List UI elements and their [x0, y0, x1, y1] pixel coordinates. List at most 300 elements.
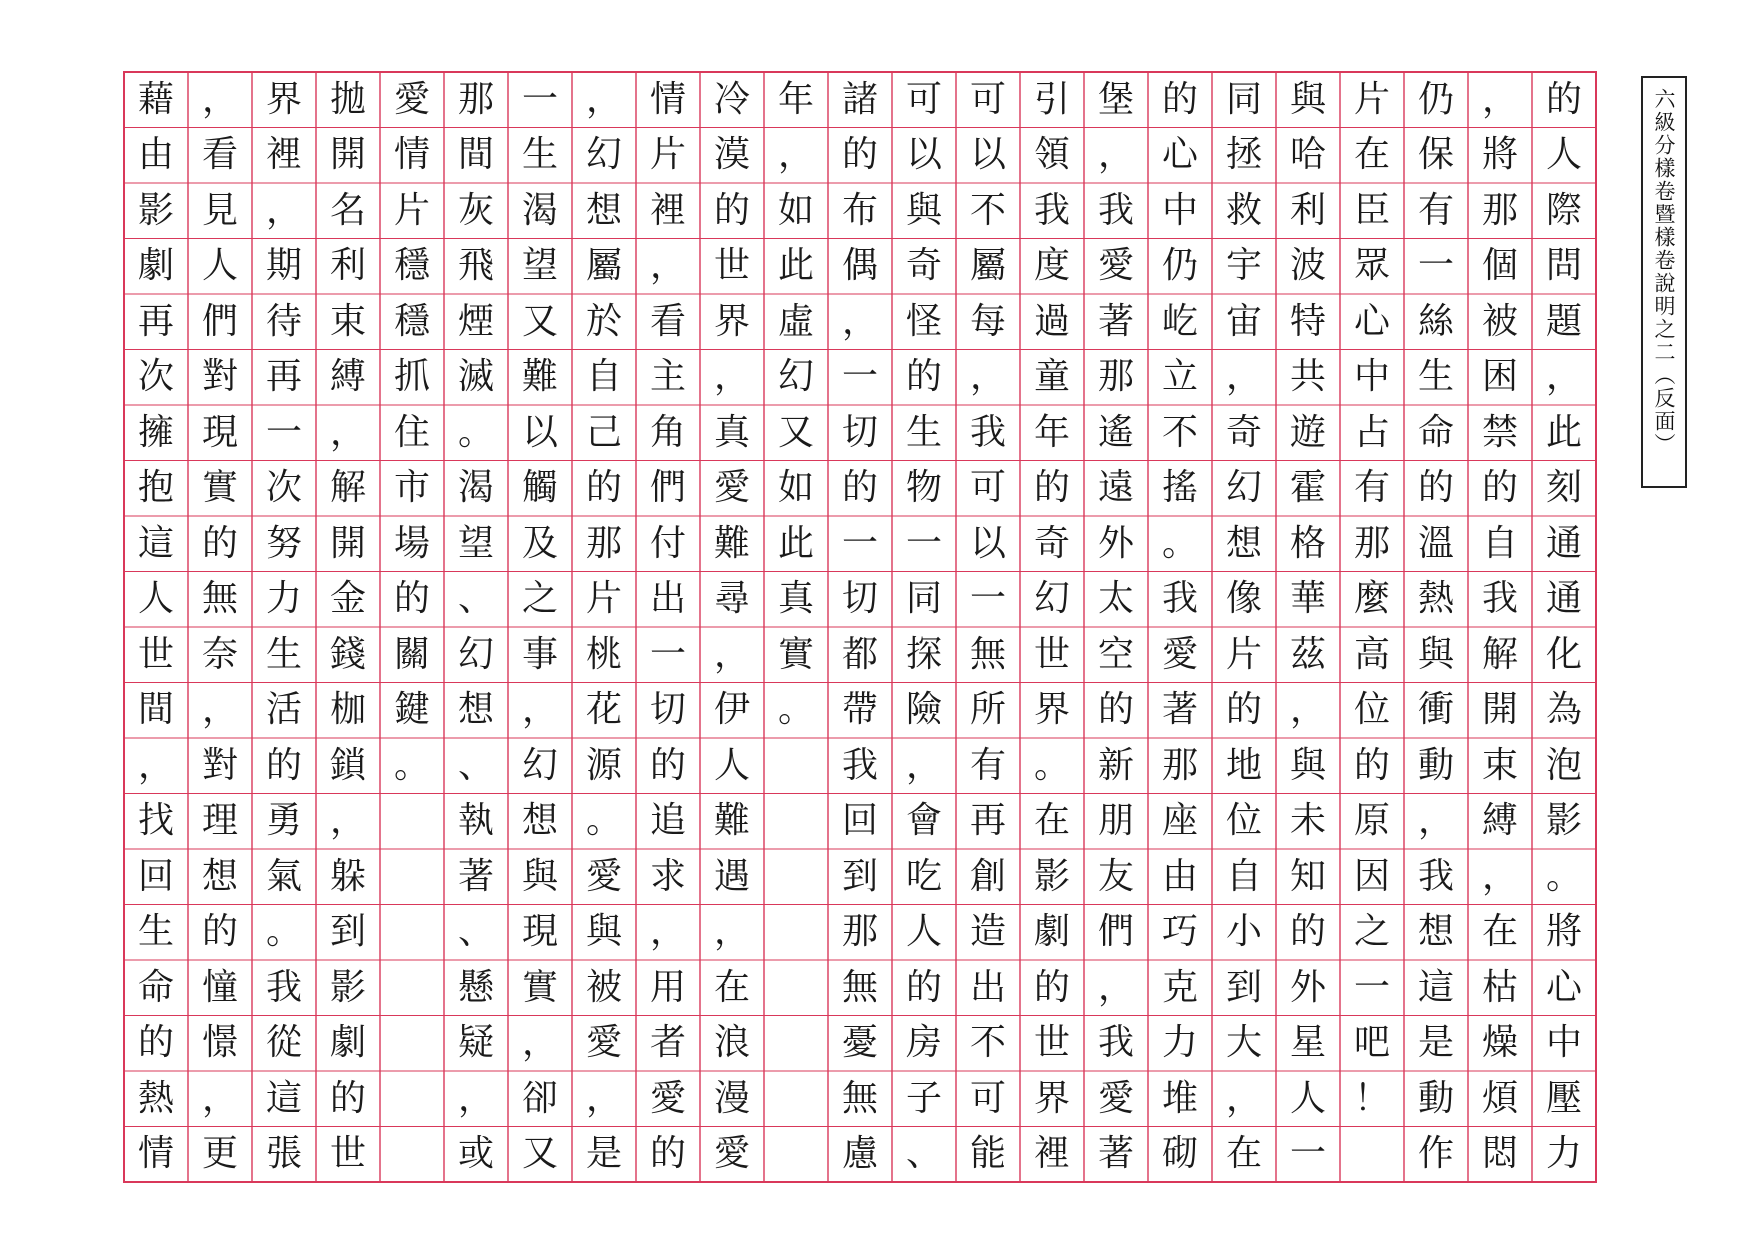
- essay-char: 房: [905, 1022, 942, 1064]
- essay-char: 者: [649, 1022, 686, 1064]
- essay-char: 付: [649, 522, 686, 564]
- essay-char: 那: [585, 522, 622, 564]
- essay-char: 所: [969, 689, 1006, 731]
- essay-char: 再: [969, 800, 1006, 842]
- essay-char: 事: [521, 633, 558, 675]
- essay-char: 這: [137, 522, 174, 564]
- essay-char: 茲: [1289, 633, 1326, 675]
- essay-char: 再: [137, 300, 174, 342]
- essay-char: 及: [521, 522, 558, 564]
- essay-char: 影: [1033, 855, 1070, 897]
- essay-char: 一: [905, 522, 942, 564]
- essay-char: 座: [1161, 800, 1198, 842]
- essay-char: 的: [1097, 689, 1134, 731]
- essay-char: 的: [713, 189, 750, 231]
- essay-char: 憂: [841, 1022, 878, 1064]
- essay-char: 無: [841, 1077, 878, 1119]
- essay-char: 對: [201, 744, 238, 786]
- essay-char: 這: [265, 1077, 302, 1119]
- essay-char: 渴: [521, 189, 558, 231]
- essay-char: 抓: [393, 356, 430, 398]
- essay-char: 華: [1289, 578, 1326, 620]
- essay-char: 與: [1289, 744, 1326, 786]
- essay-char: 的: [649, 744, 686, 786]
- essay-char: 將: [1481, 134, 1518, 176]
- essay-char: 能: [969, 1133, 1006, 1175]
- essay-char: 愛: [1097, 245, 1134, 287]
- essay-char: 溫: [1417, 522, 1454, 564]
- essay-char: 抱: [137, 467, 174, 509]
- essay-char: 是: [585, 1133, 622, 1175]
- essay-char: 。: [585, 800, 622, 842]
- essay-char: 與: [905, 189, 942, 231]
- essay-char: ，: [201, 689, 238, 731]
- essay-char: 被: [1481, 300, 1518, 342]
- essay-char: 遇: [713, 855, 750, 897]
- essay-char: 無: [201, 578, 238, 620]
- essay-char: 於: [585, 300, 622, 342]
- essay-char: ，: [1481, 78, 1518, 120]
- essay-char: 悶: [1481, 1133, 1518, 1175]
- essay-char: 命: [1417, 411, 1454, 453]
- essay-char: 都: [841, 633, 878, 675]
- essay-char: 麼: [1353, 578, 1390, 620]
- essay-char: 像: [1225, 578, 1262, 620]
- essay-char: 愛: [585, 1022, 622, 1064]
- essay-char: 幻: [1225, 467, 1262, 509]
- essay-char: 幻: [457, 633, 494, 675]
- essay-char: 疑: [457, 1022, 494, 1064]
- essay-char: 一: [521, 78, 558, 120]
- essay-char: 生: [265, 633, 302, 675]
- essay-char: 際: [1545, 189, 1582, 231]
- essay-char: 會: [905, 800, 942, 842]
- essay-char: 動: [1417, 744, 1454, 786]
- essay-char: 那: [1097, 356, 1134, 398]
- essay-char: ，: [1097, 966, 1134, 1008]
- essay-char: 有: [1353, 467, 1390, 509]
- essay-char: 外: [1097, 522, 1134, 564]
- essay-char: 此: [777, 522, 814, 564]
- essay-char: 遙: [1097, 411, 1134, 453]
- essay-char: 可: [905, 78, 942, 120]
- essay-char: 束: [329, 300, 366, 342]
- essay-char: 場: [393, 522, 430, 564]
- essay-char: 以: [905, 134, 942, 176]
- essay-char: 或: [457, 1133, 494, 1175]
- essay-char: 朋: [1097, 800, 1134, 842]
- essay-char: 難: [521, 356, 558, 398]
- essay-char: 帶: [841, 689, 878, 731]
- essay-char: 無: [969, 633, 1006, 675]
- essay-char: 從: [265, 1022, 302, 1064]
- essay-char: 煙: [457, 300, 494, 342]
- essay-char: 可: [969, 78, 1006, 120]
- essay-char: 奇: [905, 245, 942, 287]
- essay-char: 渴: [457, 467, 494, 509]
- essay-char: ，: [585, 78, 622, 120]
- essay-char: 縛: [329, 356, 366, 398]
- essay-char: 愛: [585, 855, 622, 897]
- essay-char: 幻: [521, 744, 558, 786]
- essay-char: 高: [1353, 633, 1390, 675]
- essay-char: ，: [137, 744, 174, 786]
- essay-char: 大: [1225, 1022, 1262, 1064]
- essay-char: 住: [393, 411, 430, 453]
- essay-char: 空: [1097, 633, 1134, 675]
- essay-char: ，: [969, 356, 1006, 398]
- essay-char: 力: [1161, 1022, 1198, 1064]
- essay-char: 們: [201, 300, 238, 342]
- essay-char: 那: [457, 78, 494, 120]
- essay-char: 活: [265, 689, 302, 731]
- essay-char: 努: [265, 522, 302, 564]
- essay-char: 知: [1289, 855, 1326, 897]
- essay-char: 人: [905, 911, 942, 953]
- essay-char: 之: [1353, 911, 1390, 953]
- essay-char: 界: [713, 300, 750, 342]
- essay-char: 在: [713, 966, 750, 1008]
- essay-char: 砌: [1161, 1133, 1198, 1175]
- essay-char: 片: [1225, 633, 1262, 675]
- essay-char: 困: [1481, 356, 1518, 398]
- essay-char: ，: [201, 78, 238, 120]
- essay-char: 世: [1033, 633, 1070, 675]
- essay-char: 追: [649, 800, 686, 842]
- header-label-box: [1641, 76, 1687, 488]
- essay-char: 枯: [1481, 966, 1518, 1008]
- essay-char: 界: [265, 78, 302, 120]
- essay-char: 。: [1033, 744, 1070, 786]
- essay-char: 憧: [201, 966, 238, 1008]
- essay-char: 一: [1417, 245, 1454, 287]
- essay-char: 桃: [585, 633, 622, 675]
- essay-char: 一: [265, 411, 302, 453]
- essay-char: 我: [1033, 189, 1070, 231]
- essay-char: ，: [649, 911, 686, 953]
- essay-char: 同: [905, 578, 942, 620]
- essay-char: 望: [521, 245, 558, 287]
- essay-char: ，: [329, 800, 366, 842]
- essay-char: 們: [1097, 911, 1134, 953]
- essay-char: 中: [1161, 189, 1198, 231]
- essay-char: 。: [1161, 522, 1198, 564]
- essay-char: 新: [1097, 744, 1134, 786]
- essay-char: 執: [457, 800, 494, 842]
- essay-char: 奈: [201, 633, 238, 675]
- essay-char: ，: [713, 356, 750, 398]
- essay-char: 次: [137, 356, 174, 398]
- essay-char: 解: [329, 467, 366, 509]
- essay-char: 實: [521, 966, 558, 1008]
- essay-char: 由: [1161, 855, 1198, 897]
- essay-char: 想: [585, 189, 622, 231]
- essay-char: 吃: [905, 855, 942, 897]
- essay-char: 創: [969, 855, 1006, 897]
- essay-char: 生: [1417, 356, 1454, 398]
- essay-char: 未: [1289, 800, 1326, 842]
- essay-char: 勇: [265, 800, 302, 842]
- essay-char: 愛: [1097, 1077, 1134, 1119]
- essay-char: 張: [265, 1133, 302, 1175]
- essay-char: ，: [1097, 134, 1134, 176]
- essay-char: 通: [1545, 522, 1582, 564]
- essay-char: 立: [1161, 356, 1198, 398]
- essay-char: 、: [457, 744, 494, 786]
- essay-char: ！: [1353, 1077, 1390, 1119]
- essay-char: 縛: [1481, 800, 1518, 842]
- essay-char: 同: [1225, 78, 1262, 120]
- essay-char: 著: [1097, 1133, 1134, 1175]
- essay-char: 著: [1161, 689, 1198, 731]
- essay-char: 擁: [137, 411, 174, 453]
- essay-char: 是: [1417, 1022, 1454, 1064]
- essay-char: 束: [1481, 744, 1518, 786]
- essay-char: 間: [137, 689, 174, 731]
- essay-char: 在: [1033, 800, 1070, 842]
- essay-char: 探: [905, 633, 942, 675]
- essay-char: 可: [969, 467, 1006, 509]
- essay-char: 到: [329, 911, 366, 953]
- essay-char: 引: [1033, 78, 1070, 120]
- essay-char: 生: [521, 134, 558, 176]
- essay-char: 屹: [1161, 300, 1198, 342]
- essay-char: 化: [1545, 633, 1582, 675]
- essay-char: ，: [521, 689, 558, 731]
- essay-char: 的: [1353, 744, 1390, 786]
- essay-char: 有: [969, 744, 1006, 786]
- essay-char: 力: [265, 578, 302, 620]
- essay-char: 的: [841, 467, 878, 509]
- essay-char: 此: [1545, 411, 1582, 453]
- essay-char: 情: [649, 78, 686, 120]
- essay-char: 人: [137, 578, 174, 620]
- essay-char: 角: [649, 411, 686, 453]
- essay-char: 人: [201, 245, 238, 287]
- essay-char: 裡: [649, 189, 686, 231]
- essay-char: 熱: [1417, 578, 1454, 620]
- essay-char: 市: [393, 467, 430, 509]
- essay-char: 的: [137, 1022, 174, 1064]
- essay-char: 的: [1545, 78, 1582, 120]
- essay-char: 拋: [329, 78, 366, 120]
- essay-char: 憬: [201, 1022, 238, 1064]
- essay-char: 們: [649, 467, 686, 509]
- essay-char: 開: [1481, 689, 1518, 731]
- essay-char: 出: [649, 578, 686, 620]
- essay-char: 作: [1417, 1133, 1454, 1175]
- essay-char: 一: [841, 522, 878, 564]
- essay-char: 一: [1353, 966, 1390, 1008]
- essay-char: 燥: [1481, 1022, 1518, 1064]
- essay-char: 看: [201, 134, 238, 176]
- essay-char: 、: [457, 911, 494, 953]
- essay-char: 世: [137, 633, 174, 675]
- essay-char: ，: [457, 1077, 494, 1119]
- essay-char: 慮: [841, 1133, 878, 1175]
- essay-char: 年: [1033, 411, 1070, 453]
- essay-char: 片: [585, 578, 622, 620]
- essay-char: 真: [777, 578, 814, 620]
- essay-char: ，: [521, 1022, 558, 1064]
- essay-char: 宇: [1225, 245, 1262, 287]
- essay-char: 世: [1033, 1022, 1070, 1064]
- essay-char: 實: [201, 467, 238, 509]
- essay-char: 、: [905, 1133, 942, 1175]
- essay-char: 又: [521, 300, 558, 342]
- essay-char: 錢: [329, 633, 366, 675]
- essay-char: 共: [1289, 356, 1326, 398]
- essay-char: 到: [1225, 966, 1262, 1008]
- essay-char: 間: [457, 134, 494, 176]
- essay-char: 的: [1417, 467, 1454, 509]
- essay-char: 的: [1289, 911, 1326, 953]
- essay-char: 花: [585, 689, 622, 731]
- essay-char: 觸: [521, 467, 558, 509]
- essay-char: 臣: [1353, 189, 1390, 231]
- essay-char: 人: [1289, 1077, 1326, 1119]
- essay-char: 奇: [1033, 522, 1070, 564]
- essay-char: 的: [841, 134, 878, 176]
- essay-char: 仍: [1417, 78, 1454, 120]
- essay-char: 想: [1417, 911, 1454, 953]
- essay-char: 藉: [137, 78, 174, 120]
- essay-char: 中: [1545, 1022, 1582, 1064]
- essay-char: 切: [841, 411, 878, 453]
- essay-char: 鍵: [393, 689, 430, 731]
- essay-char: 尋: [713, 578, 750, 620]
- essay-char: 實: [777, 633, 814, 675]
- essay-char: 霍: [1289, 467, 1326, 509]
- essay-char: 遊: [1289, 411, 1326, 453]
- essay-char: 片: [1353, 78, 1390, 120]
- essay-char: 遠: [1097, 467, 1134, 509]
- essay-char: 的: [1033, 966, 1070, 1008]
- essay-char: 之: [521, 578, 558, 620]
- essay-char: 一: [969, 578, 1006, 620]
- essay-char: 哈: [1289, 134, 1326, 176]
- essay-char: ，: [1225, 1077, 1262, 1119]
- essay-char: 偶: [841, 245, 878, 287]
- essay-char: 與: [585, 911, 622, 953]
- essay-char: 年: [777, 78, 814, 120]
- essay-char: 泡: [1545, 744, 1582, 786]
- essay-char: 幻: [585, 134, 622, 176]
- essay-char: 在: [1481, 911, 1518, 953]
- essay-char: ，: [585, 1077, 622, 1119]
- essay-char: ，: [201, 1077, 238, 1119]
- essay-char: 的: [201, 522, 238, 564]
- essay-char: 屬: [585, 245, 622, 287]
- essay-char: 又: [777, 411, 814, 453]
- essay-char: 的: [585, 467, 622, 509]
- essay-char: 那: [1481, 189, 1518, 231]
- essay-char: 的: [393, 578, 430, 620]
- essay-char: 人: [1545, 134, 1582, 176]
- essay-char: 煩: [1481, 1077, 1518, 1119]
- essay-char: 布: [841, 189, 878, 231]
- essay-char: 難: [713, 800, 750, 842]
- essay-char: 以: [969, 522, 1006, 564]
- essay-char: 理: [201, 800, 238, 842]
- essay-char: 見: [201, 189, 238, 231]
- essay-char: 禁: [1481, 411, 1518, 453]
- essay-char: 界: [1033, 689, 1070, 731]
- essay-char: 在: [1225, 1133, 1262, 1175]
- essay-char: 世: [713, 245, 750, 287]
- essay-char: 人: [713, 744, 750, 786]
- essay-char: 保: [1417, 134, 1454, 176]
- essay-char: 格: [1289, 522, 1326, 564]
- essay-char: 愛: [393, 78, 430, 120]
- essay-char: 虛: [777, 300, 814, 342]
- essay-char: ，: [1289, 689, 1326, 731]
- essay-char: 愛: [713, 467, 750, 509]
- page-title: 六級分樣卷暨樣卷說明之二（反面）: [1652, 88, 1676, 456]
- essay-char: 度: [1033, 245, 1070, 287]
- essay-char: 不: [969, 189, 1006, 231]
- essay-char: 情: [393, 134, 430, 176]
- essay-char: 劇: [1033, 911, 1070, 953]
- essay-char: 壓: [1545, 1077, 1582, 1119]
- essay-char: ，: [265, 189, 302, 231]
- essay-char: 劇: [329, 1022, 366, 1064]
- essay-char: 堡: [1097, 78, 1134, 120]
- essay-char: 宙: [1225, 300, 1262, 342]
- essay-char: 再: [265, 356, 302, 398]
- essay-char: 情: [137, 1133, 174, 1175]
- essay-char: ，: [1481, 855, 1518, 897]
- essay-char: 仍: [1161, 245, 1198, 287]
- essay-char: 利: [329, 245, 366, 287]
- essay-char: 有: [1417, 189, 1454, 231]
- essay-char: 的: [329, 1077, 366, 1119]
- essay-char: 切: [649, 689, 686, 731]
- essay-char: 克: [1161, 966, 1198, 1008]
- essay-char: 一: [649, 633, 686, 675]
- essay-char: 我: [1097, 189, 1134, 231]
- essay-char: 那: [1353, 522, 1390, 564]
- essay-char: 可: [969, 1077, 1006, 1119]
- essay-char: 我: [1161, 578, 1198, 620]
- essay-char: 灰: [457, 189, 494, 231]
- essay-char: 波: [1289, 245, 1326, 287]
- essay-char: 想: [201, 855, 238, 897]
- essay-char: 題: [1545, 300, 1582, 342]
- essay-char: 。: [393, 744, 430, 786]
- essay-char: 救: [1225, 189, 1262, 231]
- essay-char: 不: [969, 1022, 1006, 1064]
- essay-char: 鎖: [329, 744, 366, 786]
- essay-char: 愛: [1161, 633, 1198, 675]
- essay-char: 的: [1033, 467, 1070, 509]
- essay-char: 友: [1097, 855, 1134, 897]
- essay-char: 眾: [1353, 245, 1390, 287]
- essay-char: 與: [1289, 78, 1326, 120]
- essay-char: 將: [1545, 911, 1582, 953]
- essay-char: 的: [265, 744, 302, 786]
- essay-char: 冷: [713, 78, 750, 120]
- essay-char: 看: [649, 300, 686, 342]
- essay-char: 想: [1225, 522, 1262, 564]
- essay-char: 到: [841, 855, 878, 897]
- essay-char: ，: [1225, 356, 1262, 398]
- essay-char: 心: [1545, 966, 1582, 1008]
- essay-char: 名: [329, 189, 366, 231]
- essay-char: 關: [393, 633, 430, 675]
- essay-char: 自: [585, 356, 622, 398]
- essay-char: 以: [521, 411, 558, 453]
